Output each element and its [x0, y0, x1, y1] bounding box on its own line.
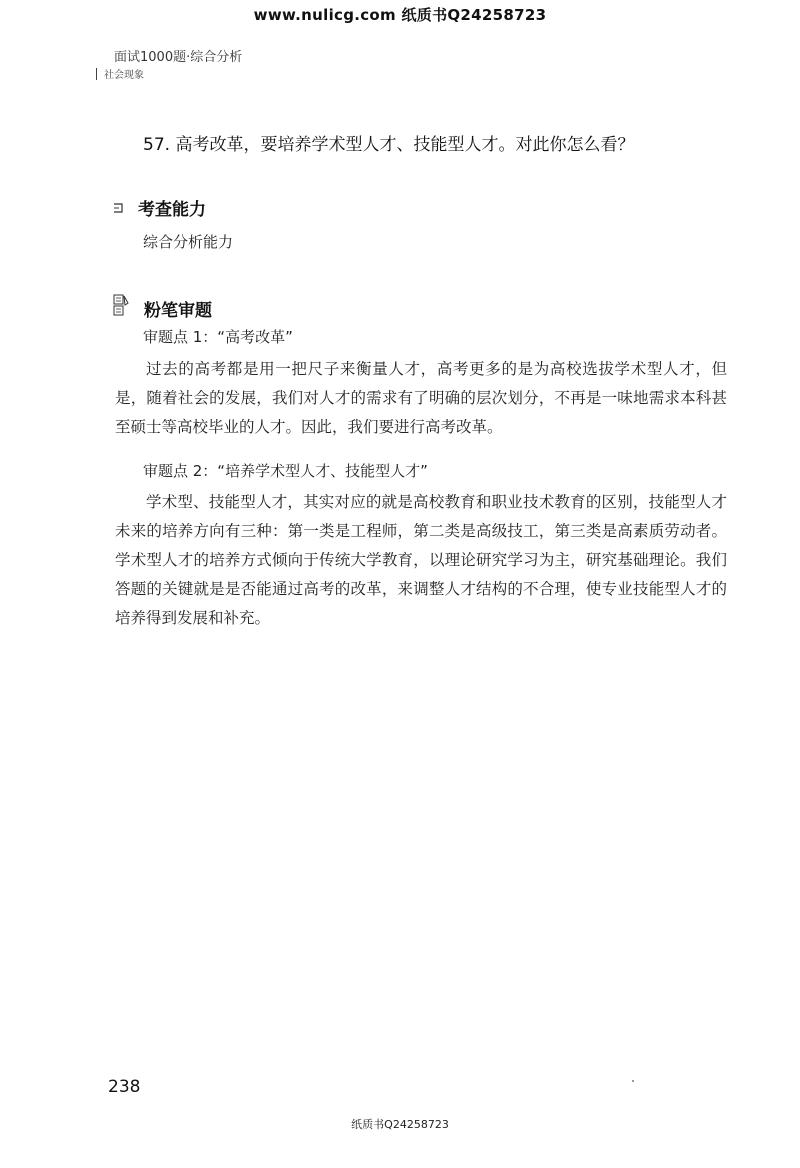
scan-dot [632, 1080, 634, 1082]
running-head: 面试1000题·综合分析 [114, 50, 243, 65]
review-heading [112, 293, 212, 324]
review-point-1-text: 过去的高考都是用一把尺子来衡量人才，高考更多的是为高校选拔学术型人才，但是，随着社会的发展，我们对人才的需求有了明确的层次划分，不再是一味地需求本科甚至硕士等高校毕业的人才。因此，我们要进行高考改革。 [115, 360, 727, 436]
review-heading-label: 粉笔审题 [144, 301, 212, 321]
review-point-1-title: 审题点 1：“高考改革” [143, 328, 293, 346]
section-tag-label: 社会现象 [104, 70, 144, 81]
ability-heading [112, 195, 206, 220]
page-number: 238 [108, 1077, 141, 1097]
review-point-2-title: 审题点 2：“培养学术型人才、技能型人才” [143, 462, 428, 480]
ability-text: 综合分析能力 [143, 233, 234, 251]
top-watermark: www.nulicg.com 纸质书Q24258723 [253, 6, 547, 24]
section-tag [96, 66, 144, 81]
section-divider [96, 68, 97, 80]
square-bracket-icon [112, 198, 124, 218]
ability-heading-label: 考查能力 [138, 200, 206, 220]
bottom-watermark: 纸质书Q24258723 [351, 1118, 449, 1131]
question-title: 57. 高考改革，要培养学术型人才、技能型人才。对此你怎么看？ [143, 135, 635, 155]
review-point-2-text: 学术型、技能型人才，其实对应的就是高校教育和职业技术教育的区别，技能型人才未来的培养方向有三种：第一类是工程师，第二类是高级技工，第三类是高素质劳动者。学术型人才的培养方式倾向于传统大学教育，以理论研究学习为主，研究基础理论。我们答题的关键就是是否能通过高考的改革，来调整人才结构的不合理，使专业技能型人才的培养得到发展和补充。 [115, 493, 727, 627]
pen-note-icon [112, 293, 130, 324]
